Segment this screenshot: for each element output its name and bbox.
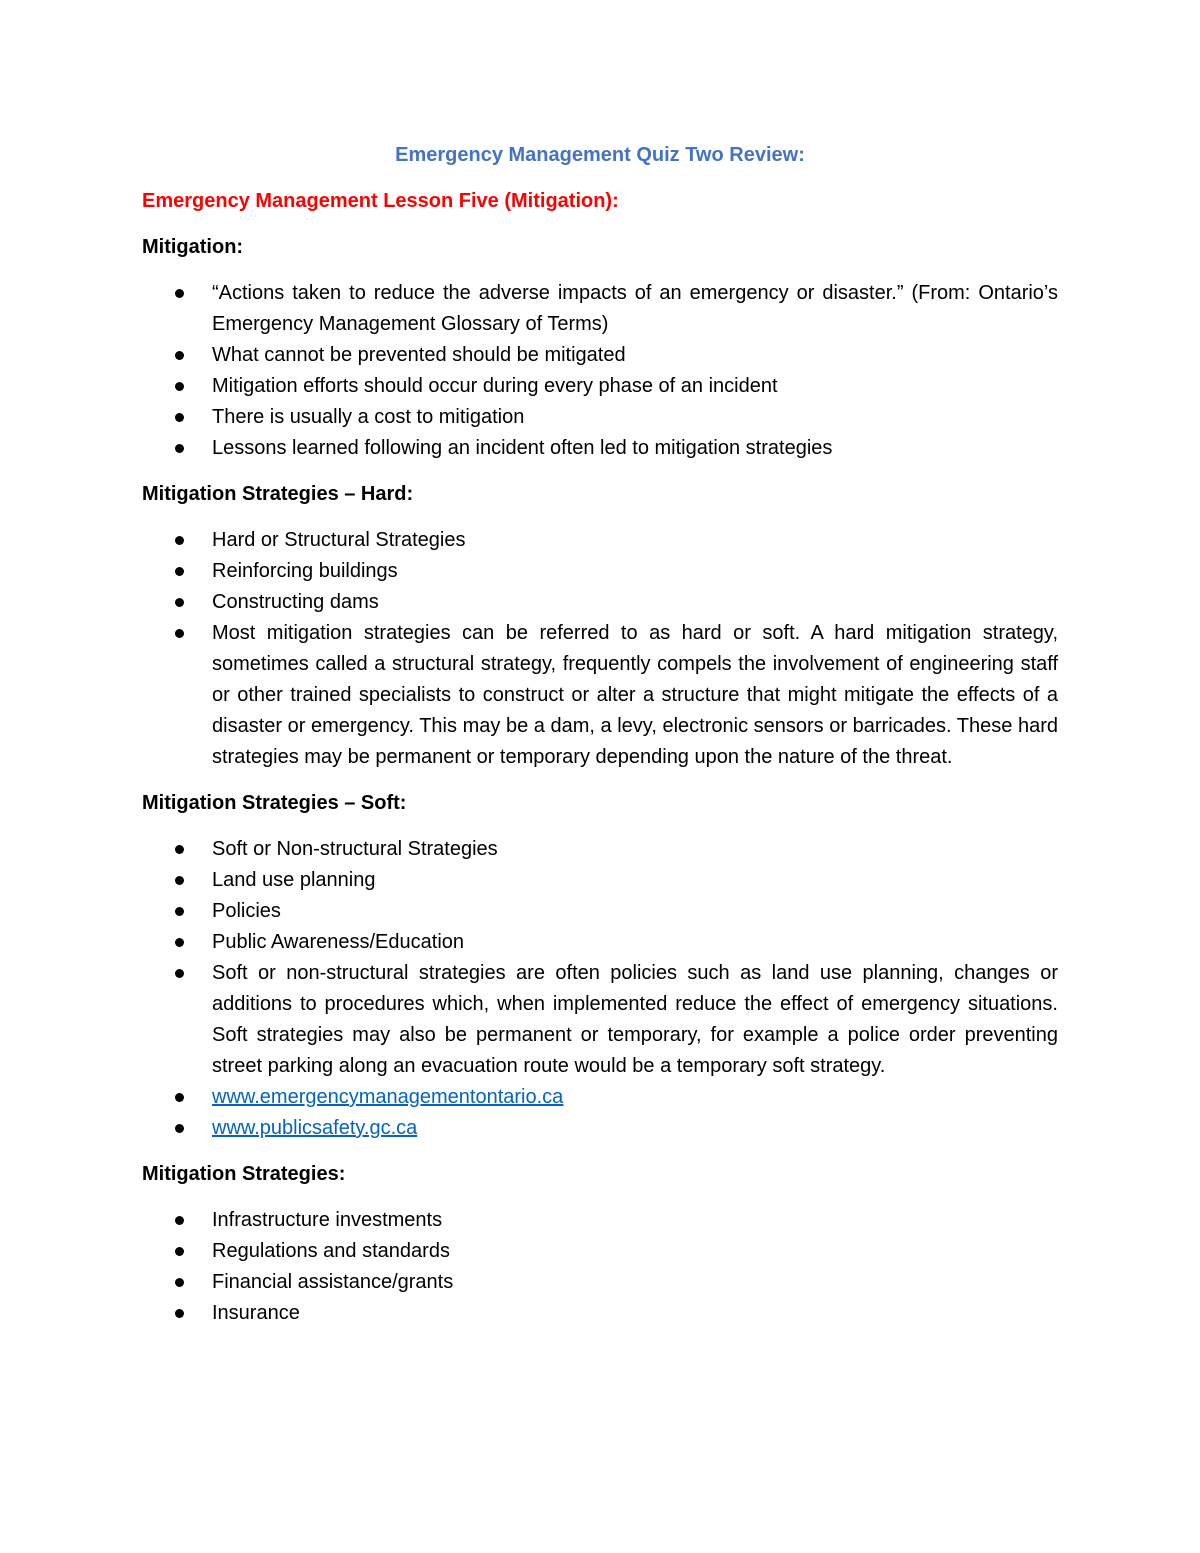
- list-item-text: Mitigation efforts should occur during every phase of an incident: [212, 375, 778, 397]
- public-safety-link[interactable]: www.publicsafety.gc.ca: [212, 1117, 418, 1139]
- list-item: [142, 278, 1058, 340]
- section-heading-soft-strategies: Mitigation Strategies – Soft:: [142, 792, 407, 814]
- list-item: [142, 1205, 1058, 1236]
- list-item-text: Infrastructure investments: [212, 1209, 443, 1231]
- document-title: Emergency Management Quiz Two Review:: [395, 144, 805, 166]
- section-heading-mitigation-strategies: Mitigation Strategies:: [142, 1163, 346, 1185]
- list-item: [142, 1298, 1058, 1329]
- lesson-heading: Emergency Management Lesson Five (Mitigation):: [142, 190, 619, 212]
- bullet-icon: [175, 351, 184, 360]
- bullet-icon: [175, 845, 184, 854]
- bullet-icon: [175, 444, 184, 453]
- bullet-icon: [175, 1093, 184, 1102]
- section-heading-hard-strategies: Mitigation Strategies – Hard:: [142, 483, 414, 505]
- list-item-text: Lessons learned following an incident often led to mitigation strategies: [212, 437, 833, 459]
- list-item: [142, 1113, 1058, 1144]
- list-item-text: Constructing dams: [212, 591, 379, 613]
- list-item: [142, 371, 1058, 402]
- emergency-management-ontario-link[interactable]: www.emergencymanagementontario.ca: [212, 1086, 564, 1108]
- list-item: [142, 556, 1058, 587]
- list-item-text: “Actions taken to reduce the adverse impacts of an emergency or disaster.” (From: Ontario’s Emergency Management Glossary of Terms): [212, 282, 1058, 335]
- bullet-icon: [175, 382, 184, 391]
- bullet-icon: [175, 969, 184, 978]
- list-item-text: Financial assistance/grants: [212, 1271, 454, 1293]
- hard-strategies-list: [142, 525, 1058, 773]
- list-item: [142, 340, 1058, 371]
- list-item: [142, 618, 1058, 773]
- mitigation-list: [142, 278, 1058, 464]
- bullet-icon: [175, 1216, 184, 1225]
- list-item: [142, 896, 1058, 927]
- list-item-text: Reinforcing buildings: [212, 560, 398, 582]
- bullet-icon: [175, 413, 184, 422]
- soft-strategies-list: [142, 834, 1058, 1144]
- list-item: [142, 865, 1058, 896]
- list-item: [142, 1082, 1058, 1113]
- list-item: [142, 927, 1058, 958]
- list-item-text: Soft or Non-structural Strategies: [212, 838, 498, 860]
- list-item: [142, 587, 1058, 618]
- bullet-icon: [175, 1124, 184, 1133]
- list-item: [142, 402, 1058, 433]
- bullet-icon: [175, 907, 184, 916]
- mitigation-strategies-list: [142, 1205, 1058, 1329]
- bullet-icon: [175, 536, 184, 545]
- bullet-icon: [175, 629, 184, 638]
- list-item-text: Public Awareness/Education: [212, 931, 465, 953]
- list-item-text: What cannot be prevented should be mitigated: [212, 344, 626, 366]
- list-item-text: Regulations and standards: [212, 1240, 450, 1262]
- list-item-text: Hard or Structural Strategies: [212, 529, 466, 551]
- document-page: [142, 140, 1058, 1344]
- list-item-text: Most mitigation strategies can be referred to as hard or soft. A hard mitigation strategy, sometimes called a structural strategy, frequently compels the involvement of engineering staff or other trained specialists to construct or alter a structure that might mitigate the effects of a disaster or emergency. This may be a dam, a levy, electronic sensors or barricades. These hard strategies may be permanent or temporary depending upon the nature of the threat.: [212, 622, 1058, 768]
- list-item-text: Policies: [212, 900, 281, 922]
- bullet-icon: [175, 289, 184, 298]
- list-item-text: Soft or non-structural strategies are often policies such as land use planning, changes or additions to procedures which, when implemented reduce the effect of emergency situations. Soft strategies may also be permanent or temporary, for example a police order preventing street parking along an evacuation route would be a temporary soft strategy.: [212, 962, 1058, 1077]
- bullet-icon: [175, 1278, 184, 1287]
- list-item: [142, 1236, 1058, 1267]
- section-heading-mitigation: Mitigation:: [142, 236, 244, 258]
- list-item: [142, 525, 1058, 556]
- bullet-icon: [175, 598, 184, 607]
- list-item: [142, 834, 1058, 865]
- bullet-icon: [175, 567, 184, 576]
- list-item: [142, 1267, 1058, 1298]
- bullet-icon: [175, 1247, 184, 1256]
- list-item-text: Insurance: [212, 1302, 300, 1324]
- bullet-icon: [175, 1309, 184, 1318]
- list-item: [142, 433, 1058, 464]
- bullet-icon: [175, 938, 184, 947]
- bullet-icon: [175, 876, 184, 885]
- list-item: [142, 958, 1058, 1082]
- list-item-text: There is usually a cost to mitigation: [212, 406, 525, 428]
- list-item-text: Land use planning: [212, 869, 376, 891]
